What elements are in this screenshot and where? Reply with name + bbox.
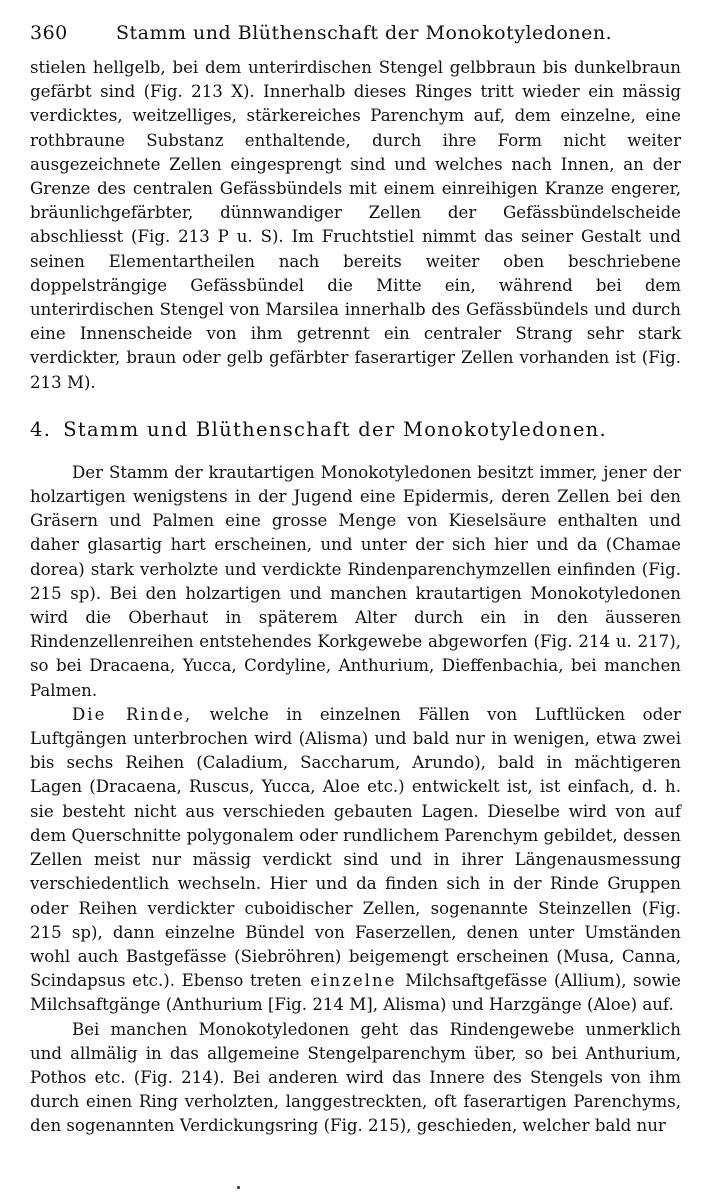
paragraph-rinde-text: welche in einzelnen Fällen von Luftlücken oder Luftgängen unterbrochen wird (Alisma) und bald nur in wenigen, etwa zwei bis sechs Reihen (Caladium, Saccharum, Arundo), bald in mächtigeren Lagen (Dracaena, Ruscus, Yucca, Aloe etc.) entwickelt ist, ist einfach, d. h. sie besteht nicht aus verschieden gebauten Lagen. Dieselbe wird von auf dem Querschnitte polygonalem oder rundlichem Parenchym gebildet, dessen Zellen meist nur mässig verdickt sind und in ihrer Längenausmessung verschiedentlich wechseln. Hier und da finden sich in der Rinde Gruppen oder Reihen verdickter cuboidischer Zellen, sogenannte Steinzellen (Fig. 215 sp), dann einzelne Bündel von Faserzellen, denen unter Umständen wohl auch Bastgefässe (Siebröhren) beigemengt erscheinen (Musa, Canna, Scindapsus etc.). Ebenso treten	[30, 704, 681, 991]
section-heading	[30, 417, 681, 443]
paragraph-verdickungsring: Bei manchen Monokotyledonen geht das Rindengewebe unmerklich und allmälig in das allgemeine Stengelparenchym über, so bei Anthurium, Pothos etc. (Fig. 214). Bei anderen wird das Innere des Stengels von ihm durch einen Ring verholzten, langgestreckten, oft faserartigen Parenchyms, den sogenannten Verdickungsring (Fig. 215), geschieden, welcher bald nur	[30, 1019, 681, 1136]
page-number: 360	[30, 22, 68, 44]
paragraph-epidermis: Der Stamm der krautartigen Monokotyledonen besitzt immer, jener der holzartigen wenigstens in der Jugend eine Epidermis, deren Zellen bei den Gräsern und Palmen eine grosse Menge von Kieselsäure enthalten und daher glasartig hart erscheinen, und unter der sich hier und da (Chamae dorea) stark verholzte und verdickte Rindenparenchymzellen einfinden (Fig. 215 sp). Bei den holzartigen und manchen krautartigen Monokotyledonen wird die Oberhaut in späterem Alter durch ein in den äusseren Rindenzellenreihen entstehendes Korkgewebe abgeworfen (Fig. 214 u. 217), so bei Dracaena, Yucca, Cordyline, Anthurium, Dieffenbachia, bei manchen Palmen.	[30, 462, 681, 700]
paragraph-rinde-text-end: Milchsaftgefässe (Allium), sowie Milchsaftgänge (Anthurium [Fig. 214 M], Alisma) und Harzgänge (Aloe) auf.	[30, 971, 681, 1015]
term-einzelne: einzelne	[301, 971, 406, 991]
section-title: Stamm und Blüthenschaft der Monokotyledonen.	[63, 417, 608, 441]
running-title: Stamm und Blüthenschaft der Monokotyledonen.	[116, 22, 613, 44]
running-head	[30, 22, 681, 56]
term-rinde: Die Rinde,	[72, 704, 193, 724]
paragraph-rinde	[30, 703, 681, 1018]
continuation-paragraph: stielen hellgelb, bei dem unterirdischen Stengel gelbbraun bis dunkelbraun gefärbt sind (Fig. 213 X). Innerhalb dieses Ringes tritt wieder ein mässig verdicktes, weitzelliges, stärkereiches Parenchym auf, dem einzelne, eine rothbraune Substanz enthaltende, durch ihre Form nicht weiter ausgezeichnete Zellen eingesprengt sind und welches nach Innen, an der Grenze des centralen Gefässbündels mit einem einreihigen Kranze engerer, bräunlichgefärbter, dünnwandiger Zellen der Gefässbündelscheide abschliesst (Fig. 213 P u. S). Im Fruchtstiel nimmt das seiner Gestalt und seinen Elementartheilen nach bereits weiter oben beschriebene doppelsträngige Gefässbündel die Mitte ein, während bei dem unterirdischen Stengel von Marsilea innerhalb des Gefässbündels und durch eine Innenscheide von ihm getrennt ein centraler Strang sehr stark verdickter, braun oder gelb gefärbter faserartiger Zellen vorhanden ist (Fig. 213 M).	[30, 58, 681, 392]
section-number: 4.	[30, 417, 52, 441]
page-speck	[237, 1186, 240, 1189]
